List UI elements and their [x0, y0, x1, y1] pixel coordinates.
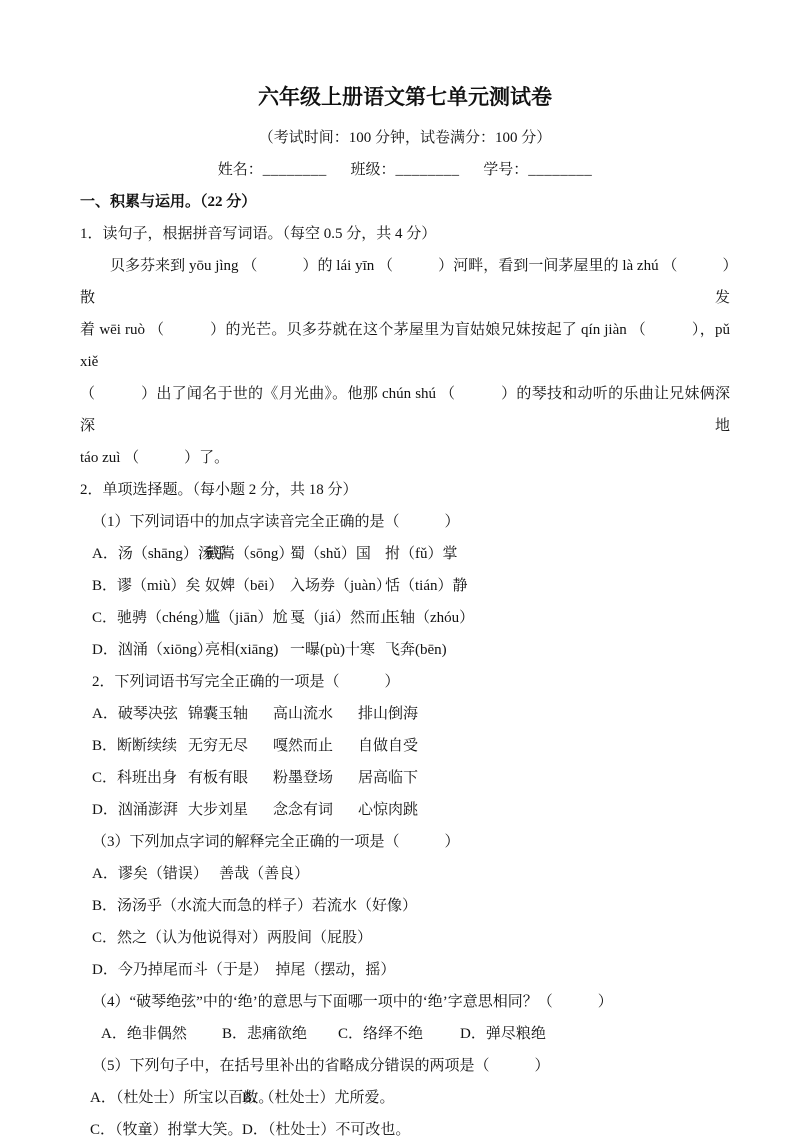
- question-2-2-prompt: 2．下列词语书写完全正确的一项是（ ）: [92, 674, 400, 690]
- name-blank: ________: [262, 162, 327, 178]
- option-b: B．（杜处士）尤所爱。: [242, 1090, 395, 1106]
- option-d-item-2: 大步刘星: [188, 802, 249, 818]
- option-c: C．科班出身: [92, 770, 178, 786]
- option-row-a: [92, 698, 730, 730]
- option-b-item-4: 自做自受: [358, 738, 419, 754]
- option-b: B．谬（miù）矣: [92, 578, 201, 594]
- option-d-item-4: 心惊肉跳: [358, 802, 419, 818]
- option-a-item-4: 拊（fǔ）掌: [385, 546, 458, 562]
- option-d-item-2: 亮相(xiāng): [205, 642, 279, 658]
- option-c-item-3: 戛（jiá）然而止: [290, 610, 395, 626]
- student-id-field: [483, 162, 592, 178]
- option-b-item-3: 嘎然而止: [273, 738, 334, 754]
- student-id-label: 学号：: [483, 162, 529, 178]
- question-2-1-options: [80, 538, 730, 666]
- option-row-ab: [80, 1082, 730, 1114]
- option-row-cd: [80, 1114, 730, 1146]
- class-blank: ________: [395, 162, 460, 178]
- option-d: D．弹尽粮绝: [460, 1026, 546, 1042]
- option-row-d: [92, 634, 730, 666]
- question-1-paragraph: [80, 250, 730, 474]
- option-row-b: [92, 730, 730, 762]
- option-d-item-3: 一曝(pù)十寒: [290, 642, 375, 658]
- option-c: C．然之（认为他说得对）两股间（屁股）: [92, 930, 373, 946]
- option-a: A．绝非偶然: [101, 1026, 187, 1042]
- option-b-item-4: 恬（tián）静: [385, 578, 468, 594]
- option-c-item-2: 尴（jiān）尬: [205, 610, 288, 626]
- option-b: B．断断续续: [92, 738, 178, 754]
- name-field: [218, 162, 327, 178]
- question-1-prompt: 1．读句子，根据拼音写词语。（每空 0.5 分，共 4 分）: [80, 226, 437, 242]
- option-a: A．谬矣（错误） 善哉（善良）: [92, 866, 310, 882]
- question-2-1-prompt: （1）下列词语中的加点字读音完全正确的是（ ）: [92, 514, 460, 530]
- option-c-item-4: 居高临下: [358, 770, 419, 786]
- question-2-5-prompt: （5）下列句子中，在括号里补出的省略成分错误的两项是（ ）: [92, 1058, 550, 1074]
- question-2-3-prompt: （3）下列加点字词的解释完全正确的一项是（ ）: [92, 834, 460, 850]
- option-c-item-2: 有板有眼: [188, 770, 249, 786]
- option-d: D．（杜处士）不可改也。: [242, 1122, 411, 1138]
- paper-subtitle: （考试时间：100 分钟，试卷满分：100 分）: [258, 130, 552, 146]
- option-a-item-3: 蜀（shǔ）国: [290, 546, 371, 562]
- question-2-2-options: [80, 698, 730, 826]
- option-a: A．破琴决弦: [92, 706, 178, 722]
- option-d-item-3: 念念有词: [273, 802, 334, 818]
- class-label: 班级：: [350, 162, 396, 178]
- option-a-item-2: 戴嵩（sōng）: [205, 546, 294, 562]
- section-one-heading: 一、积累与运用。（22 分）: [80, 194, 257, 210]
- student-info-row: [80, 154, 730, 186]
- option-c-item-4: 玉轴（zhóu）: [385, 610, 475, 626]
- option-a-item-2: 锦囊玉轴: [188, 706, 249, 722]
- option-b: B．汤汤乎（水流大而急的样子）若流水（好像）: [92, 898, 418, 914]
- option-c: C．（牧童）拊掌大笑。: [90, 1122, 243, 1138]
- option-c: C．驰骋（chéng）: [92, 610, 213, 626]
- option-row-d: [92, 794, 730, 826]
- student-id-blank: ________: [528, 162, 593, 178]
- pinyin-paragraph-line-1: 贝多芬来到 yōu jìng （ ）的 lái yīn （ ）河畔，看到一间茅屋里的 là zhú （ ）散发: [80, 258, 730, 306]
- question-2-3-options: [80, 858, 730, 986]
- class-field: [350, 162, 459, 178]
- option-a-item-4: 排山倒海: [358, 706, 419, 722]
- option-b: B．悲痛欲绝: [222, 1026, 308, 1042]
- question-2-4-options: [80, 1018, 730, 1050]
- option-row-a: [92, 538, 730, 570]
- option-a-item-3: 高山流水: [273, 706, 334, 722]
- option-c: C．络绎不绝: [338, 1026, 424, 1042]
- option-d: D．汹涌澎湃: [92, 802, 178, 818]
- pinyin-paragraph-line-2: 着 wēi ruò （ ）的光芒。贝多芬就在这个茅屋里为盲姑娘兄妹按起了 qín jiàn （ ），pǔ xiě: [80, 322, 730, 370]
- option-d: D．今乃掉尾而斗（于是） 掉尾（摆动，摇）: [92, 962, 396, 978]
- option-b-item-2: 无穷无尽: [188, 738, 249, 754]
- question-2-4-prompt: （4）“破琴绝弦”中的‘绝’的意思与下面哪一项中的‘绝’字意思相同？（ ）: [92, 994, 613, 1010]
- option-row-b: [92, 570, 730, 602]
- option-a: A．（杜处士）所宝以百数。: [90, 1090, 274, 1106]
- question-2-5-options: [80, 1082, 730, 1146]
- pinyin-paragraph-line-3: （ ）出了闻名于世的《月光曲》。他那 chún shú （ ）的琴技和动听的乐曲让兄妹俩深深地: [80, 386, 730, 434]
- option-b-item-2: 奴婢（bēi）: [205, 578, 284, 594]
- option-c-item-3: 粉墨登场: [273, 770, 334, 786]
- option-d-item-4: 飞奔(bēn): [385, 642, 447, 658]
- question-2-prompt: 2．单项选择题。（每小题 2 分，共 18 分）: [80, 482, 358, 498]
- pinyin-paragraph-line-4: táo zuì （ ）了。: [80, 450, 230, 466]
- option-row-c: [92, 762, 730, 794]
- option-b-item-3: 入场券（juàn）: [290, 578, 391, 594]
- name-label: 姓名：: [217, 162, 263, 178]
- option-row-c: [92, 602, 730, 634]
- option-d: D．汹涌（xiōng）: [92, 642, 213, 658]
- option-a: A．汤（shāng）汤乎: [92, 546, 228, 562]
- paper-title: 六年级上册语文第七单元测试卷: [258, 85, 552, 109]
